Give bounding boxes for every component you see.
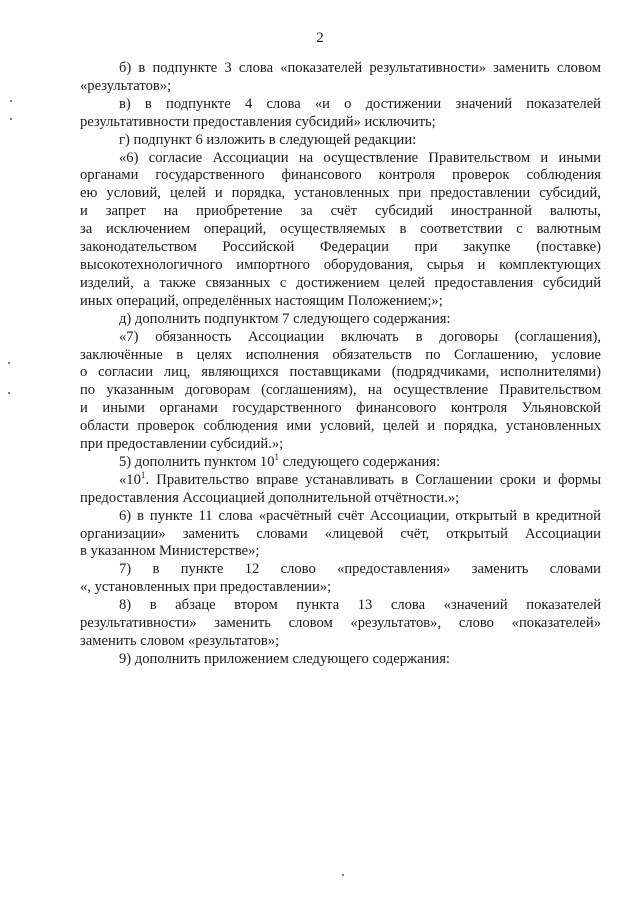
- paragraph-d: [80, 311, 601, 329]
- text-line: и иными органами государственного финансового контроля Ульяновской: [80, 400, 601, 417]
- text-line: изделий, а также связанных с достижением целей предоставления субсидий: [80, 274, 601, 291]
- paragraph-subitem-7: [80, 329, 601, 454]
- paragraph-item-7: [80, 561, 601, 597]
- text-line: организации» заменить словами «лицевой счёт, открытый Ассоциации: [80, 525, 601, 542]
- text-line: при предоставлении субсидий.»;: [80, 436, 284, 453]
- text-line: 5) дополнить пунктом $10^1$ следующего содержания:: [119, 452, 441, 470]
- text-line: г) подпункт 6 изложить в следующей редакции:: [119, 131, 417, 148]
- paragraph-v: [80, 96, 601, 132]
- scan-mark: [8, 362, 10, 364]
- text-line: органами государственного финансового контроля проверок соблюдения: [80, 167, 601, 184]
- text-line: иных операций, определённых настоящим Положением;»;: [80, 292, 443, 309]
- document-body: [80, 60, 601, 669]
- text-line: о согласии лиц, являющихся поставщиками (подрядчиками, исполнителями): [80, 364, 601, 381]
- text-line: «6) согласие Ассоциации на осуществление Правительством и иными: [119, 149, 601, 166]
- paragraph-item-10-1: [80, 469, 601, 508]
- paragraph-item-6: [80, 508, 601, 562]
- paragraph-b: [80, 60, 601, 96]
- superscript: 1: [274, 452, 280, 463]
- text-line: заменить словом «результатов»;: [80, 633, 280, 649]
- text-line: «результатов»;: [80, 77, 172, 94]
- text-line: и запрет на приобретение за счёт субсидий иностранной валюты,: [80, 203, 601, 220]
- text-line: в) в подпункте 4 слова «и о достижении значений показателей: [119, 95, 601, 112]
- text-line: заключённые в целях исполнения обязательств по Соглашению, условие: [80, 346, 601, 363]
- scan-mark: [10, 100, 12, 102]
- paragraph-item-8: [80, 597, 601, 651]
- text-line: 9) дополнить приложением следующего содержания:: [119, 650, 450, 667]
- scan-mark: [342, 874, 344, 876]
- page-number: 2: [316, 30, 324, 46]
- text-line: области проверок соблюдения ими условий, целей и порядка, установленных: [80, 418, 601, 435]
- text-line: «$10^1$. Правительство вправе устанавливать в Соглашении сроки и формы: [119, 469, 601, 488]
- paragraph-item-5: [80, 454, 601, 472]
- text-line: «, установленных при предоставлении»;: [80, 579, 332, 596]
- text-line: предоставления Ассоциацией дополнительной отчётности.»;: [80, 489, 460, 506]
- text-line: б) в подпункте 3 слова «показателей результативности» заменить словом: [119, 60, 601, 76]
- text-line: результативности» заменить словом «результатов», слово «показателей»: [80, 615, 601, 632]
- text-line: законодательством Российской Федерации при закупке (поставке): [80, 239, 601, 256]
- paragraph-subitem-6: [80, 150, 601, 311]
- text-line: д) дополнить подпунктом 7 следующего содержания:: [119, 310, 451, 327]
- text-line: в указанном Министерстве»;: [80, 543, 260, 560]
- scan-mark: [10, 118, 12, 120]
- superscript: 1: [140, 469, 146, 480]
- text-line: 8) в абзаце втором пункта 13 слова «значений показателей: [119, 597, 601, 614]
- text-line: 7) в пункте 12 слово «предоставления» заменить словами: [119, 561, 601, 578]
- text-line: 6) в пункте 11 слова «расчётный счёт Ассоциации, открытый в кредитной: [119, 507, 601, 524]
- text-line: результативности предоставления субсидий» исключить;: [80, 113, 436, 130]
- paragraph-item-9: [80, 651, 601, 669]
- text-line: за исключением операций, осуществляемых в соответствии с валютным: [80, 221, 601, 238]
- text-line: по указанным договорам (соглашениям), на осуществление Правительством: [80, 382, 601, 399]
- paragraph-g: [80, 132, 601, 150]
- text-line: «7) обязанность Ассоциации включать в договоры (соглашения),: [119, 328, 601, 345]
- text-line: высокотехнологичного импортного оборудования, сырья и комплектующих: [80, 256, 601, 273]
- text-line: ею условий, целей и порядка, установленных при предоставлении субсидий,: [80, 185, 601, 202]
- scan-mark: [8, 392, 10, 394]
